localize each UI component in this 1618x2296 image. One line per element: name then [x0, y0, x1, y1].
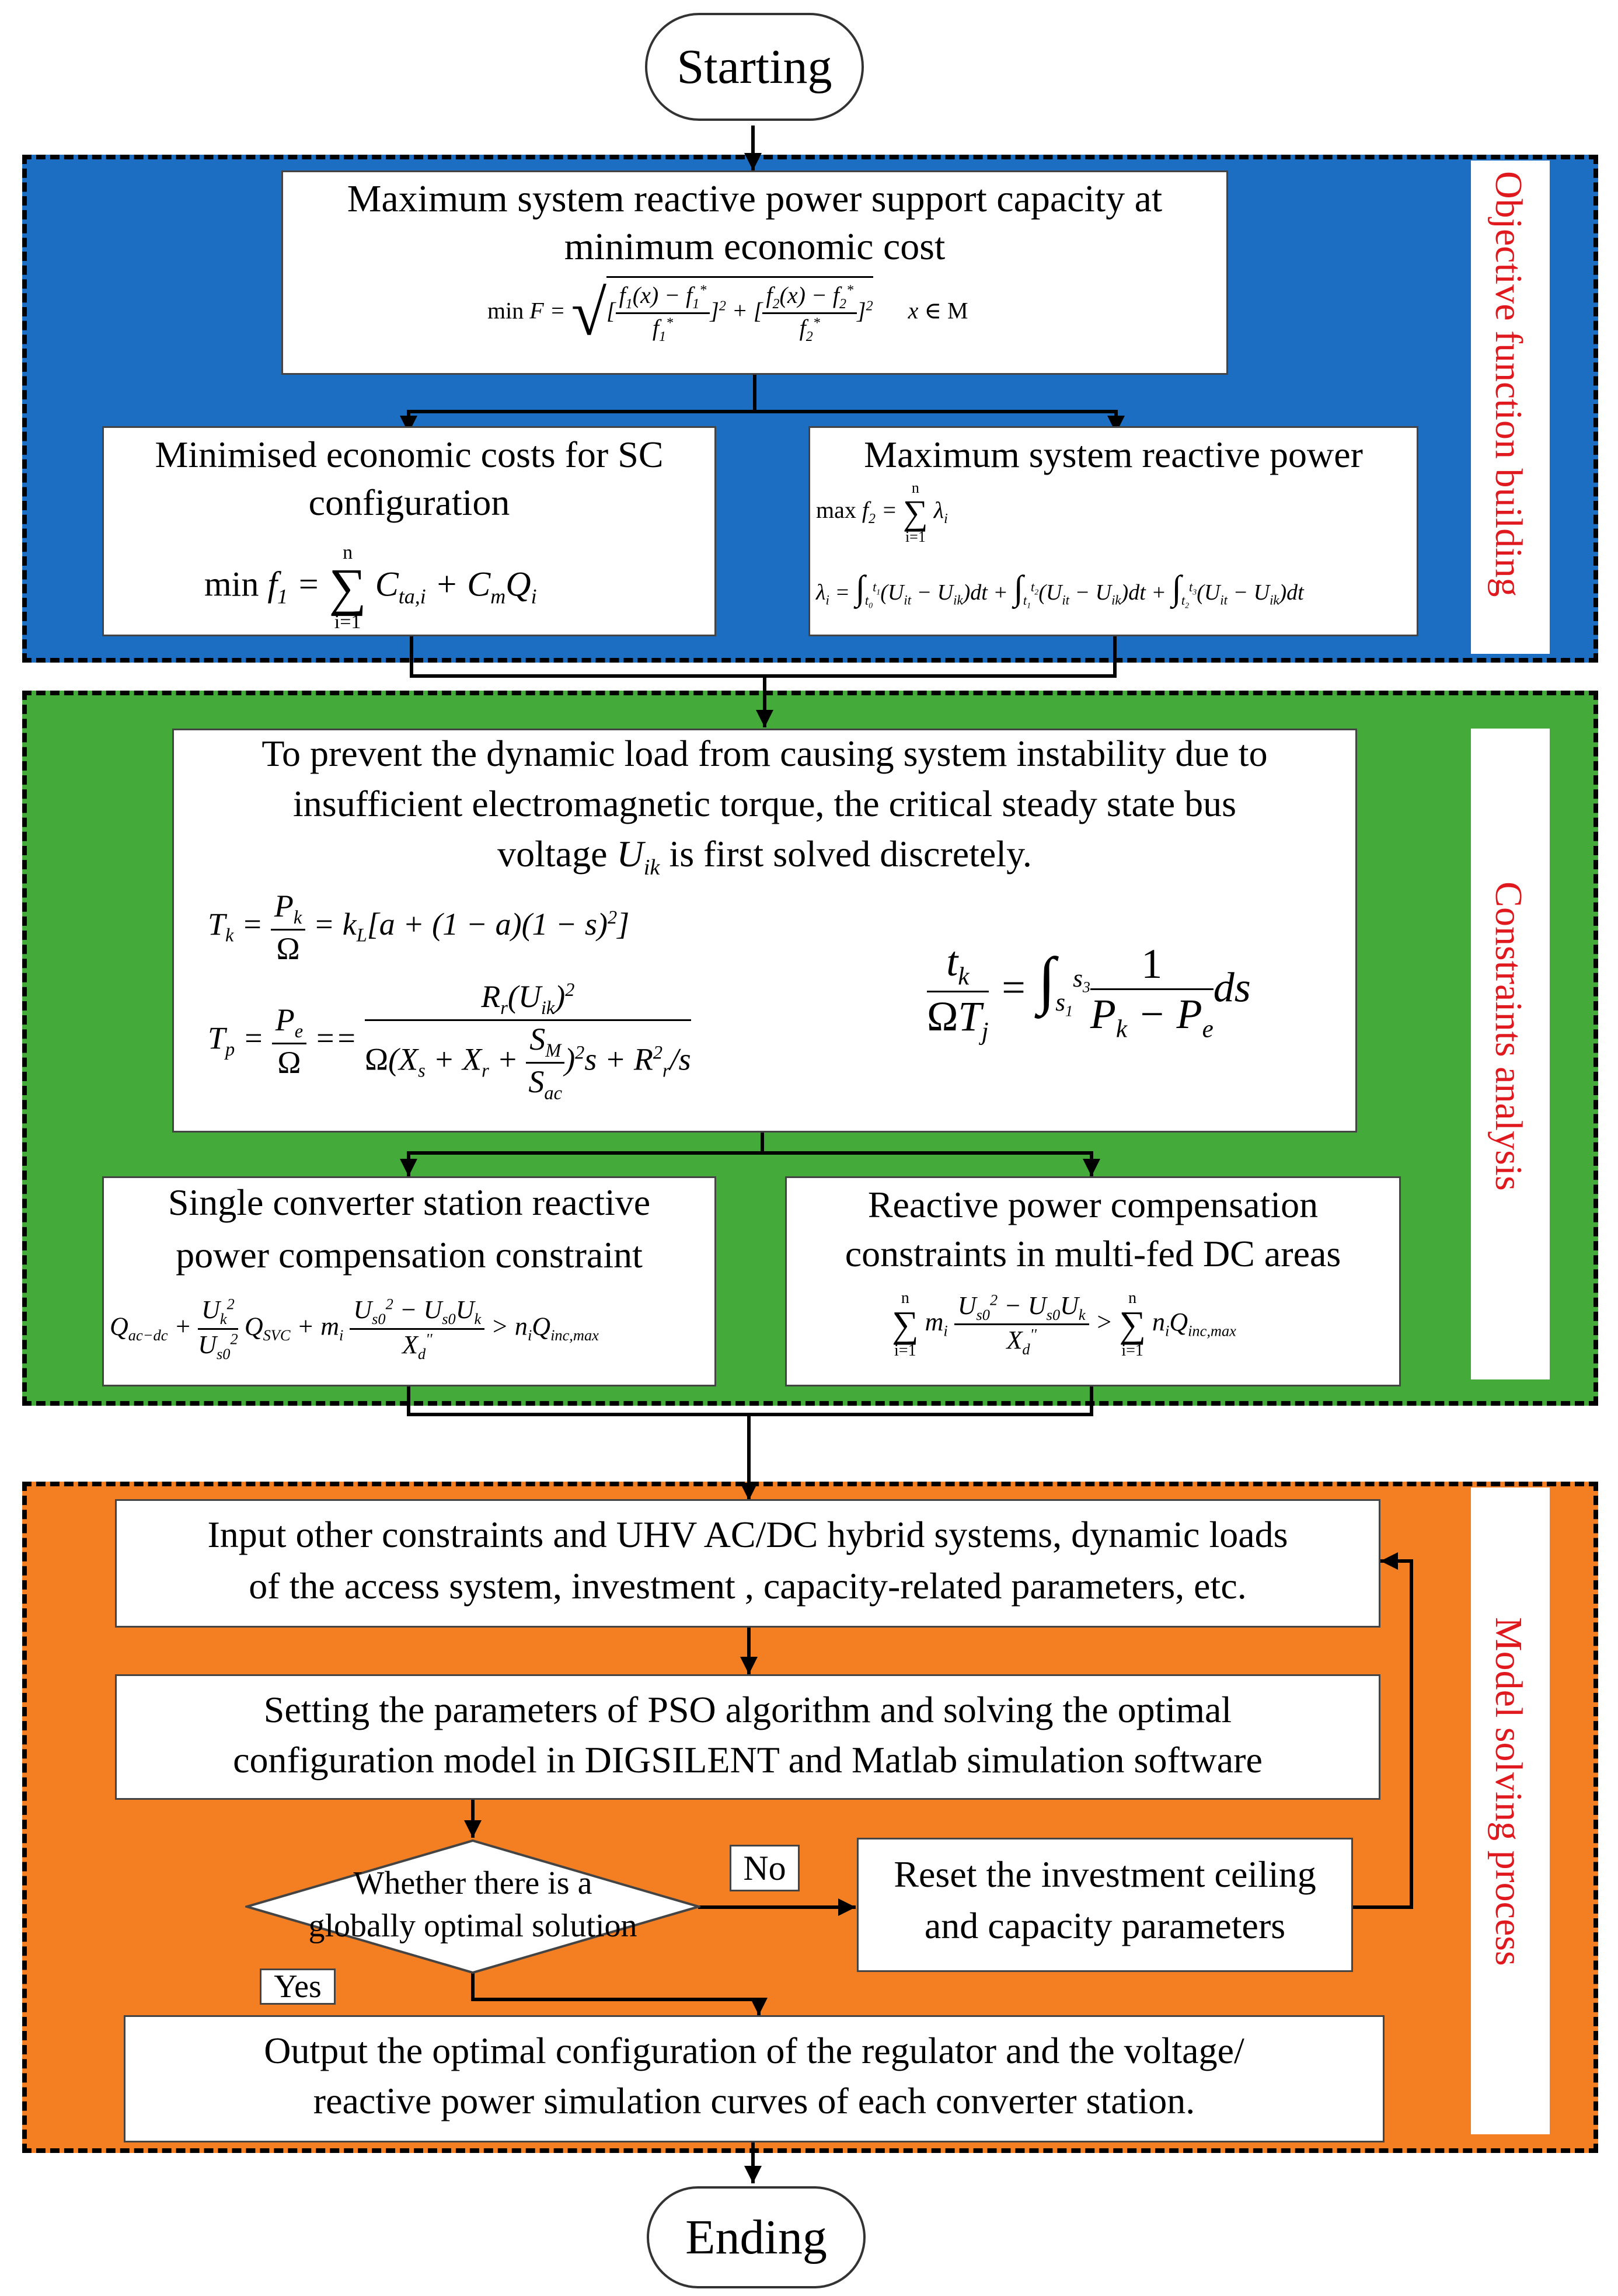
yes-label [260, 1969, 336, 2005]
objective-main-formula: min F = √[ $\frac{f_1(x) - f_1^*}{f_1^*}$ ]$^2$ + [ $\frac{f_2(x) - f_2^*}{f_2^*}$ ]$^2$ x ∈ M [487, 277, 968, 349]
pso-text-line2: configuration model in DIGSILENT and Matlab simulation software [233, 1739, 1263, 1781]
end-terminal [647, 2186, 866, 2288]
constraints-right-title-line2: constraints in multi-fed DC areas [845, 1233, 1341, 1274]
constraints-label: Constraints analysis [1487, 882, 1530, 1191]
pso-box [115, 1674, 1380, 1800]
decision-text-line1: Whether there is a [353, 1865, 592, 1901]
pso-text-line1: Setting the parameters of PSO algorithm and solving the optimal [263, 1689, 1232, 1730]
constraints-left-box [102, 1176, 716, 1386]
objective-left-box [102, 426, 716, 636]
no-label [730, 1845, 800, 1891]
no-label-text: No [743, 1849, 786, 1887]
constraints-formula-motion: $\frac{t_k}{\Omega T_j}$ = $\int_{s_1}^{s_3}$ $\frac{1}{P_k - P_e}$ ds [927, 938, 1251, 1046]
reset-text-line1: Reset the investment ceiling [894, 1853, 1316, 1895]
constraints-left-formula: $Q_{ac-dc}$ + $\frac{U_k^2}{U_{s0}^2}$ $Q_{SVC} + m_i$ $\frac{U_{s0}^2 - U_{s0}U_k}{X_d''}$ > $n_iQ_{inc,max}$ [110, 1295, 599, 1363]
reset-box [857, 1838, 1353, 1972]
constraints-right-box [785, 1176, 1401, 1386]
constraints-left-title-line1: Single converter station reactive [168, 1182, 651, 1223]
input-text-line2: of the access system, investment , capacity-related parameters, etc. [249, 1565, 1247, 1607]
objective-right-box [808, 426, 1418, 636]
reset-text-line2: and capacity parameters [924, 1905, 1286, 1946]
constraints-text-line3: voltage $U_{ik}$ is first solved discretely. [497, 833, 1032, 880]
constraints-left-title-line2: power compensation constraint [176, 1234, 643, 1276]
output-text-line1: Output the optimal configuration of the regulator and the voltage/ [264, 2030, 1244, 2071]
yes-label-text: Yes [274, 1969, 322, 2005]
input-box [115, 1499, 1380, 1628]
objective-left-formula: $\min f_1$ = n ∑ i=1 $C_{ta,i} + C_mQ_i$ [204, 542, 537, 633]
end-label: Ending [685, 2210, 827, 2264]
objective-label: Objective function building [1487, 171, 1530, 597]
objective-left-title-line1: Minimised economic costs for SC [155, 434, 664, 475]
objective-main-title-line1: Maximum system reactive power support capacity at [347, 177, 1163, 220]
constraints-main-box [172, 729, 1357, 1133]
constraints-right-title-line1: Reactive power compensation [867, 1184, 1319, 1225]
decision-text [245, 1862, 700, 1947]
start-terminal [645, 13, 864, 121]
objective-right-formula-2: $\lambda_i = \int_{t_0}^{t_1}(U_{it} - U_{ik})dt + \int_{t_1}^{t_2}(U_{it} - U_{ik})dt + \int_{t_2}^{t_3}(U_{it} - U_{ik})dt$ [816, 569, 1304, 610]
constraints-text-line1: To prevent the dynamic load from causing system instability due to [261, 733, 1268, 774]
objective-right-title: Maximum system reactive power [864, 434, 1363, 475]
objective-right-formula-1: $\max f_2$ = n ∑ i=1 $\lambda_i$ [816, 479, 948, 545]
output-box [124, 2015, 1385, 2142]
model-label: Model solving process [1487, 1617, 1530, 1966]
constraints-formula-tk: $T_k$ = $\frac{P_k}{\Omega}$ = $k_L[a + (1 - a)(1 - s)^2]$ [208, 889, 630, 966]
output-text-line2: reactive power simulation curves of each converter station. [313, 2080, 1195, 2121]
objective-main-box [281, 170, 1228, 375]
constraints-formula-tp: $T_p$ = $\frac{P_e}{\Omega}$ == $R_r(U_{ik})^2$ $\Omega(X_s + X_r$ + $\frac{S_M}{S_{ac}}$ )$^2s + R^2_r/s$ [208, 979, 691, 1104]
decision-text-line2: globally optimal solution [308, 1907, 637, 1944]
input-text-line1: Input other constraints and UHV AC/DC hybrid systems, dynamic loads [207, 1514, 1288, 1555]
objective-left-title-line2: configuration [308, 482, 510, 523]
objective-main-title-line2: minimum economic cost [564, 225, 946, 268]
constraints-text-line2: insufficient electromagnetic torque, the critical steady state bus [293, 783, 1236, 824]
constraints-right-formula: n ∑ i=1 $m_i$ $\frac{U_{s0}^2 - U_{s0}U_k}{X_d''}$ > n ∑ i=1 $n_iQ_{inc,max}$ [892, 1289, 1236, 1360]
start-label: Starting [677, 40, 832, 94]
